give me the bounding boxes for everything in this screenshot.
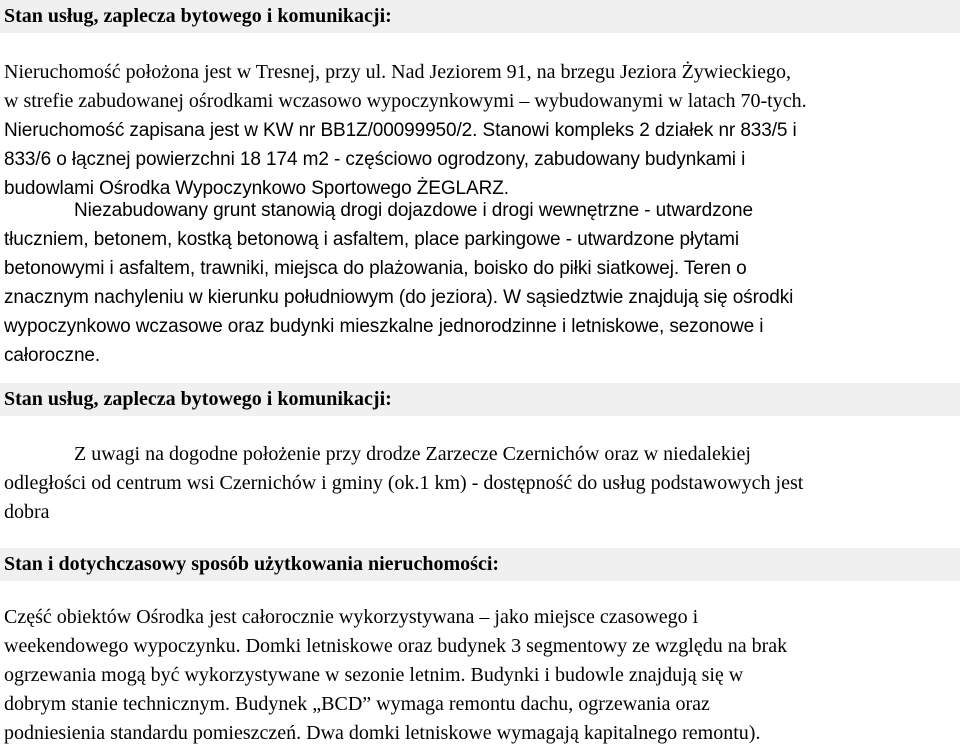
text-line: w strefie zabudowanej ośrodkami wczasowo wypoczynkowymi – wybudowanymi w latach 70-tych. bbox=[4, 90, 807, 112]
text-line: Z uwagi na dogodne położenie przy drodze Zarzecze Czernichów oraz w niedalekiej bbox=[74, 443, 751, 465]
paragraph-usage bbox=[4, 603, 954, 748]
paragraph-location bbox=[4, 58, 954, 203]
paragraph-land bbox=[4, 196, 954, 370]
text-line-sans: znacznym nachyleniu w kierunku południowym (do jeziora). W sąsiedztwie znajdują się ośrodki bbox=[4, 287, 794, 308]
text-line: podniesienia standardu pomieszczeń. Dwa domki letniskowe wymagają kapitalnego remontu). bbox=[4, 722, 761, 744]
text-line: Nieruchomość położona jest w Tresnej, przy ul. Nad Jeziorem 91, na brzegu Jeziora Żywieckiego, bbox=[4, 61, 791, 83]
paragraph-access bbox=[4, 440, 954, 527]
text-line: weekendowego wypoczynku. Domki letniskowe oraz budynek 3 segmentowy ze względu na brak bbox=[4, 635, 788, 657]
text-line-sans: wypoczynkowo wczasowe oraz budynki mieszkalne jednorodzinne i letniskowe, sezonowe i bbox=[4, 316, 764, 337]
text-line-sans: betonowymi i asfaltem, trawniki, miejsca do plażowania, boisko do piłki siatkowej. Teren o bbox=[4, 258, 747, 279]
text-line-sans: 833/6 o łącznej powierzchni 18 174 m2 - częściowo ogrodzony, zabudowany budynkami i bbox=[4, 149, 746, 170]
text-line-sans: Stanowi kompleks 2 działek nr 833/5 i bbox=[477, 120, 797, 141]
text-line: dobrym stanie technicznym. Budynek „BCD” wymaga remontu dachu, ogrzewania oraz bbox=[4, 693, 710, 715]
text-line-sans: całoroczne. bbox=[4, 345, 101, 366]
text-line-sans: budowlami Ośrodka Wypoczynkowo Sportowego ŻEGLARZ. bbox=[4, 178, 509, 199]
text-line bbox=[4, 116, 954, 145]
text-line: dobra bbox=[4, 501, 50, 523]
section-heading-services: Stan usług, zaplecza bytowego i komunikacji: bbox=[4, 5, 392, 27]
text-line-sans: Niezabudowany grunt stanowią drogi dojazdowe i drogi wewnętrzne - utwardzone bbox=[74, 200, 753, 221]
text-line-sans: Nieruchomość zapisana jest w KW nr BB1Z/00099950/2. bbox=[4, 120, 478, 141]
text-line: odległości od centrum wsi Czernichów i gminy (ok.1 km) - dostępność do usług podstawowych jest bbox=[4, 472, 804, 494]
text-line: Część obiektów Ośrodka jest całorocznie wykorzystywana – jako miejsce czasowego i bbox=[4, 606, 699, 628]
section-heading-usage: Stan i dotychczasowy sposób użytkowania nieruchomości: bbox=[4, 553, 500, 575]
text-line-sans: tłuczniem, betonem, kostką betonową i asfaltem, place parkingowe - utwardzone płytami bbox=[4, 229, 739, 250]
section-heading-services-2: Stan usług, zaplecza bytowego i komunikacji: bbox=[4, 388, 392, 410]
text-line: ogrzewania mogą być wykorzystywane w sezonie letnim. Budynki i budowle znajdują się w bbox=[4, 664, 744, 686]
